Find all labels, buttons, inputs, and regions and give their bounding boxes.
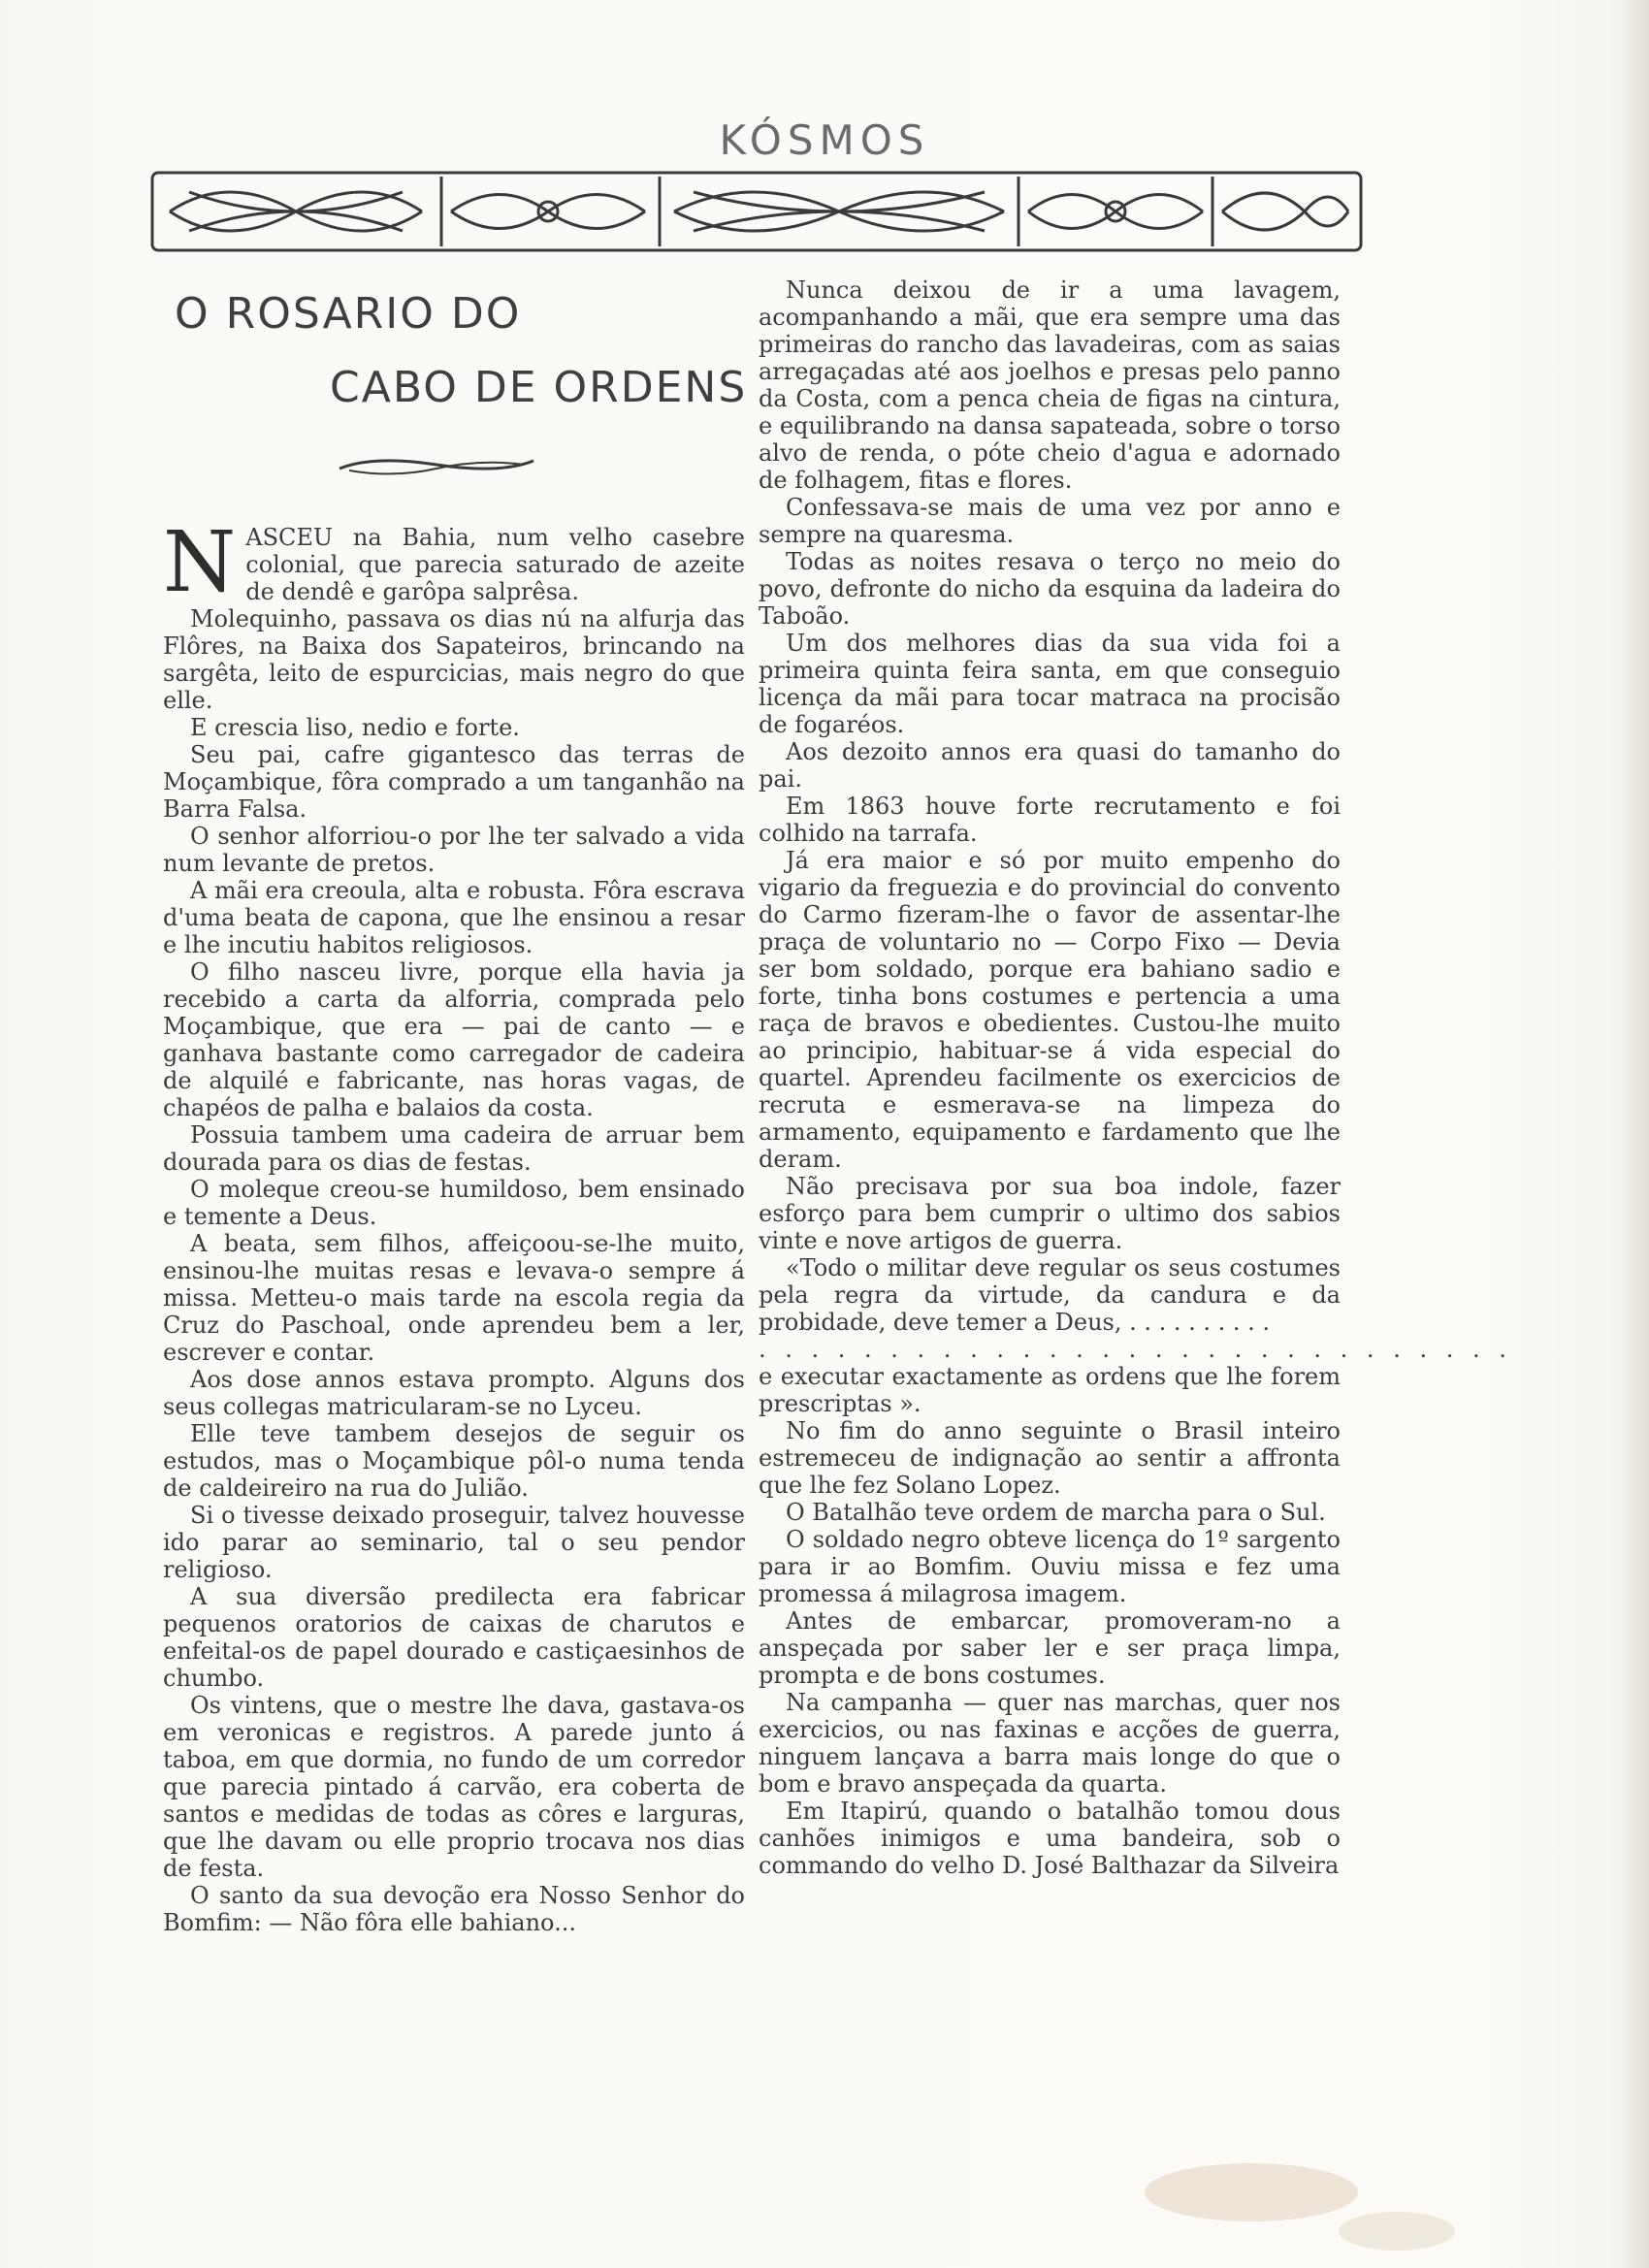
paragraph: A mãi era creoula, alta e robusta. Fôra escrava d'uma beata de capona, que lhe ensinou a resar e lhe incutiu habitos religiosos. <box>163 877 745 958</box>
banner-panel-4 <box>1028 195 1203 229</box>
ellipsis-line: . . . . . . . . . . . . . . . . . . . . . . . . . . . . . <box>759 1336 1512 1363</box>
paragraph: Um dos melhores dias da sua vida foi a primeira quinta feira santa, em que conseguio licença da mãi para tocar matraca na procisão de fogaréos. <box>759 630 1341 738</box>
paragraph: Nunca deixou de ir a uma lavagem, acompanhando a mãi, que era sempre uma das primeiras do rancho das lavadeiras, com as saias arregaçadas até aos joelhos e presas pelo panno da Costa, com a penca cheia de figas na cintura, e equilibrando na dansa sapateada, sobre o torso alvo de renda, o póte cheio d'agua e adornado de folhagem, fitas e flores. <box>759 276 1341 494</box>
paragraph: Confessava-se mais de uma vez por anno e sempre na quaresma. <box>759 494 1341 548</box>
paragraph: A beata, sem filhos, affeiçoou-se-lhe muito, ensinou-lhe muitas resas e levava-o sempre á missa. Metteu-o mais tarde na escola regia da Cruz do Paschoal, onde aprendeu bem a ler, escrever e contar. <box>163 1230 745 1366</box>
paragraph: Seu pai, cafre gigantesco das terras de Moçambique, fôra comprado a um tanganhão na Barra Falsa. <box>163 741 745 823</box>
paragraph: Os vintens, que o mestre lhe dava, gastava-os em veronicas e registros. A parede junto á taboa, em que dormia, no fundo de um corredor que parecia pintado á carvão, era coberta de santos e medidas de todas as côres e larguras, que lhe davam ou elle proprio trocava nos dias de festa. <box>163 1692 745 1882</box>
paragraph: «Todo o militar deve regular os seus costumes pela regra da virtude, da candura e da probidade, deve temer a Deus, . . . . . . . . . . <box>759 1254 1341 1336</box>
paragraph: Antes de embarcar, promoveram-no a anspeçada por saber ler e ser praça limpa, prompta e de bons costumes. <box>759 1607 1341 1689</box>
paragraph: Si o tivesse deixado proseguir, talvez houvesse ido parar ao seminario, tal o seu pendor religioso. <box>163 1502 745 1583</box>
paragraph: Na campanha — quer nas marchas, quer nos exercicios, ou nas faxinas e acções de guerra, ninguem lançava a barra mais longe do que o bom e bravo anspeçada da quarta. <box>759 1689 1341 1798</box>
paragraph: Elle teve tambem desejos de seguir os estudos, mas o Moçambique pôl-o numa tenda de caldeireiro na rua do Julião. <box>163 1420 745 1502</box>
paragraph: Em 1863 houve forte recrutamento e foi colhido na tarrafa. <box>759 793 1341 847</box>
banner-panel-1 <box>170 192 422 231</box>
paragraph: Possuia tambem uma cadeira de arruar bem dourada para os dias de festas. <box>163 1121 745 1176</box>
paragraph: O filho nasceu livre, porque ella havia ja recebido a carta da alforria, comprada pelo Moçambique, que era — pai de canto — e ganhava bastante como carregador de cadeira de alquilé e fabricante, nas horas vagas, de chapéos de palha e balaios da costa. <box>163 958 745 1121</box>
paragraph: O senhor alforriou-o por lhe ter salvado a vida num levante de pretos. <box>163 823 745 877</box>
banner-panel-5 <box>1222 193 1348 230</box>
paragraph: Em Itapirú, quando o batalhão tomou dous canhões inimigos e uma bandeira, sob o commando do velho D. José Balthazar da Silveira <box>759 1798 1341 1879</box>
article-title-line-2: CABO DE ORDENS <box>330 363 748 412</box>
paragraph: O santo da sua devoção era Nosso Senhor do Bomfim: — Não fôra elle bahiano... <box>163 1882 745 1936</box>
paper-stain <box>1339 2212 1455 2251</box>
paragraph: Não precisava por sua boa indole, fazer esforço para bem cumprir o ultimo dos sabios vinte e nove artigos de guerra. <box>759 1173 1341 1254</box>
drop-cap: N <box>163 514 237 611</box>
banner-frame <box>152 173 1361 250</box>
paragraph: Molequinho, passava os dias nú na alfurja das Flôres, na Baixa dos Sapateiros, brincando na sargêta, leito de espurcicias, mais negro do que elle. <box>163 605 745 714</box>
article-title-line-1: O ROSARIO DO <box>175 289 522 339</box>
title-swash-ornament <box>335 451 538 480</box>
banner-panel-2 <box>451 195 645 229</box>
paragraph: O moleque creou-se humildoso, bem ensinado e temente a Deus. <box>163 1176 745 1230</box>
page-edge-shadow <box>1620 0 1649 2268</box>
article-right-column <box>759 276 1512 1879</box>
paragraph: NASCEU na Bahia, num velho casebre colonial, que parecia saturado de azeite de dendê e garôpa salprêsa. <box>163 514 745 611</box>
paragraph: E crescia liso, nedio e forte. <box>190 714 520 741</box>
paragraph: Já era maior e só por muito empenho do vigario da freguezia e do provincial do convento do Carmo fizeram-lhe o favor de assentar-lhe praça de voluntario no — Corpo Fixo — Devia ser bom soldado, porque era bahiano sadio e forte, tinha bons costumes e pertencia a uma raça de bravos e obedientes. Custou-lhe muito ao principio, habituar-se á vida especial do quartel. Aprendeu facilmente os exercicios de recruta e esmerava-se na limpeza do armamento, equipamento e fardamento que lhe deram. <box>759 847 1341 1173</box>
paragraph: O soldado negro obteve licença do 1º sargento para ir ao Bomfim. Ouviu missa e fez uma promessa á milagrosa imagem. <box>759 1526 1341 1607</box>
article-left-column <box>163 514 745 1936</box>
paragraph: O Batalhão teve ordem de marcha para o Sul. <box>786 1499 1326 1526</box>
paragraph: e executar exactamente as ordens que lhe forem prescriptas ». <box>759 1363 1341 1417</box>
paragraph: A sua diversão predilecta era fabricar pequenos oratorios de caixas de charutos e enfeital-os de papel dourado e castiçaesinhos de chumbo. <box>163 1583 745 1692</box>
paragraph: Aos dezoito annos era quasi do tamanho do pai. <box>759 738 1341 793</box>
banner-panel-3 <box>674 192 1004 231</box>
paragraph: No fim do anno seguinte o Brasil inteiro estremeceu de indignação ao sentir a affronta que lhe fez Solano Lopez. <box>759 1417 1341 1499</box>
ornamental-banner <box>150 163 1363 260</box>
paragraph: Todas as noites resava o terço no meio do povo, defronte do nicho da esquina da ladeira do Taboão. <box>759 548 1341 630</box>
paper-stain <box>1145 2163 1358 2221</box>
paragraph: Aos dose annos estava prompto. Alguns dos seus collegas matricularam-se no Lyceu. <box>163 1366 745 1420</box>
masthead-title: KÓSMOS <box>719 116 930 164</box>
